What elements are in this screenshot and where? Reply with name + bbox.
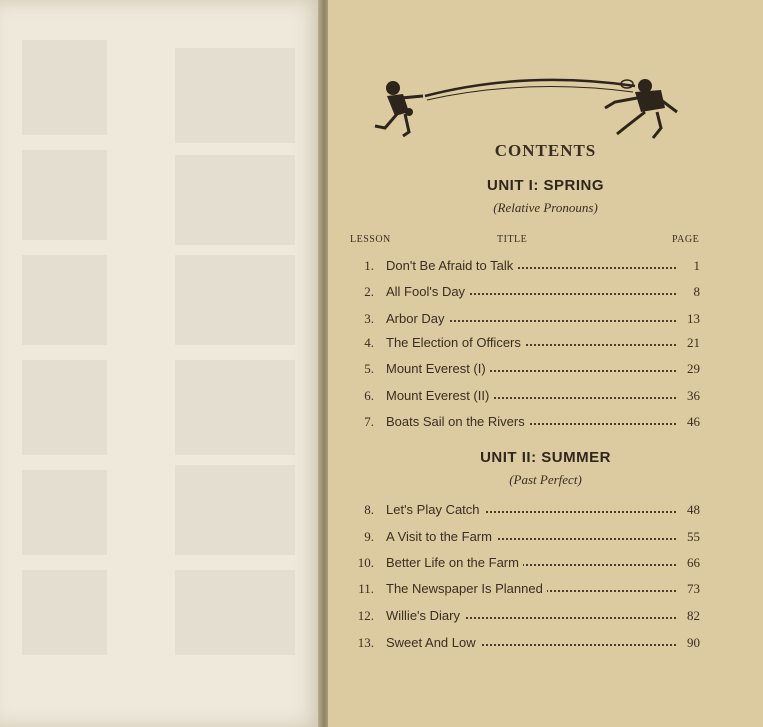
- toc-row[interactable]: [340, 581, 700, 601]
- unit-subtitle: (Relative Pronouns): [493, 200, 598, 215]
- lesson-number: 12.: [357, 608, 374, 623]
- lesson-number: 13.: [357, 635, 374, 650]
- unit-subtitle: (Past Perfect): [509, 472, 582, 487]
- lesson-number: 5.: [364, 361, 374, 376]
- show-through-block: [175, 155, 295, 245]
- lesson-number: 11.: [358, 581, 374, 596]
- toc-row[interactable]: [340, 311, 700, 331]
- lesson-number: 7.: [364, 414, 374, 429]
- toc-row[interactable]: [340, 335, 700, 355]
- lesson-title: Mount Everest (I): [386, 361, 490, 376]
- show-through-block: [22, 360, 107, 455]
- lesson-title: Sweet And Low: [386, 635, 480, 650]
- page-number: 82: [684, 608, 700, 624]
- title-column-header: TITLE: [497, 234, 528, 245]
- show-through-block: [22, 570, 107, 655]
- unit-title: UNIT I: SPRING: [486, 177, 604, 194]
- lesson-number: 6.: [364, 388, 374, 403]
- lesson-title: Mount Everest (II): [386, 388, 493, 403]
- lesson-title: The Election of Officers: [386, 335, 525, 350]
- lesson-number: 8.: [364, 502, 374, 517]
- lesson-title: All Fool's Day: [386, 284, 469, 299]
- toc-row[interactable]: [340, 529, 700, 549]
- page-number: 36: [684, 388, 700, 404]
- show-through-block: [175, 465, 295, 555]
- page-number: 13: [684, 311, 700, 327]
- page-number: 55: [684, 529, 700, 545]
- page-number: 21: [684, 335, 700, 351]
- unit-title: UNIT II: SUMMER: [480, 449, 611, 466]
- show-through-block: [22, 470, 107, 555]
- toc-row[interactable]: [340, 635, 700, 655]
- toc-row[interactable]: [340, 555, 700, 575]
- show-through-block: [175, 48, 295, 143]
- page-number: 29: [684, 361, 700, 377]
- show-through-block: [175, 570, 295, 655]
- show-through-block: [175, 255, 295, 345]
- lesson-number: 9.: [364, 529, 374, 544]
- show-through-block: [22, 150, 107, 240]
- lesson-title: Boats Sail on the Rivers: [386, 414, 529, 429]
- show-through-block: [175, 360, 295, 455]
- contents-heading: CONTENTS: [494, 141, 597, 160]
- page-number: 1: [691, 258, 701, 274]
- lesson-number: 1.: [364, 258, 374, 273]
- lesson-title: Let's Play Catch: [386, 502, 484, 517]
- children-playing-illustration: [365, 72, 685, 144]
- lesson-column-header: LESSON: [350, 234, 391, 245]
- left-page: [0, 0, 322, 727]
- toc-row[interactable]: [340, 414, 700, 434]
- lesson-number: 2.: [364, 284, 374, 299]
- page-number: 66: [684, 555, 700, 571]
- show-through-block: [22, 40, 107, 135]
- lesson-title: A Visit to the Farm: [386, 529, 496, 544]
- toc-row[interactable]: [340, 388, 700, 408]
- toc-row[interactable]: [340, 284, 700, 304]
- lesson-number: 4.: [364, 335, 374, 350]
- lesson-title: The Newspaper Is Planned: [386, 581, 547, 596]
- lesson-number: 3.: [364, 311, 374, 326]
- lesson-title: Better Life on the Farm: [386, 555, 523, 570]
- lesson-number: 10.: [357, 555, 374, 570]
- lesson-title: Willie's Diary: [386, 608, 464, 623]
- toc-row[interactable]: [340, 502, 700, 522]
- lesson-title: Don't Be Afraid to Talk: [386, 258, 517, 273]
- page-number: 90: [684, 635, 700, 651]
- page-number: 48: [684, 502, 700, 518]
- page-column-header: PAGE: [672, 234, 700, 245]
- page-number: 8: [691, 284, 701, 300]
- lesson-title: Arbor Day: [386, 311, 449, 326]
- toc-row[interactable]: [340, 361, 700, 381]
- toc-row[interactable]: [340, 608, 700, 628]
- show-through-block: [22, 255, 107, 345]
- page-number: 46: [684, 414, 700, 430]
- toc-row[interactable]: [340, 258, 700, 278]
- page-number: 73: [684, 581, 700, 597]
